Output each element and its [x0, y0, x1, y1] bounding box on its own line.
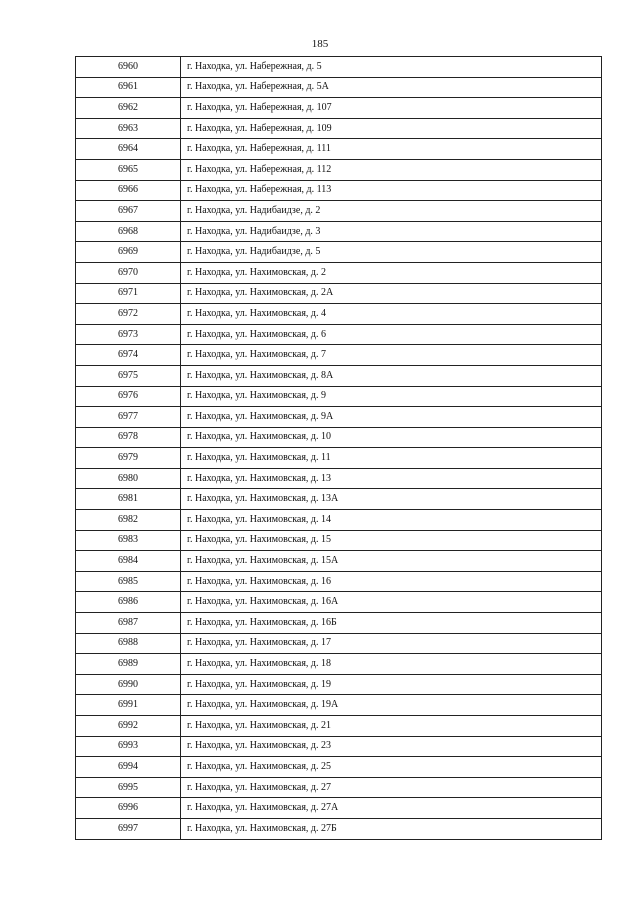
table-row [76, 633, 602, 654]
row-address-cell: г. Находка, ул. Нахимовская, д. 23 [181, 736, 602, 757]
table-row [76, 468, 602, 489]
row-number-cell: 6982 [76, 510, 181, 531]
row-address-cell: г. Находка, ул. Набережная, д. 5А [181, 77, 602, 98]
row-number-cell: 6970 [76, 262, 181, 283]
table-row [76, 798, 602, 819]
row-number-cell: 6972 [76, 304, 181, 325]
row-number-cell: 6978 [76, 427, 181, 448]
table-row [76, 592, 602, 613]
table-row [76, 777, 602, 798]
table-row [76, 304, 602, 325]
table-row [76, 530, 602, 551]
table-row [76, 283, 602, 304]
row-number-cell: 6977 [76, 407, 181, 428]
table-row [76, 159, 602, 180]
table-row [76, 427, 602, 448]
table-row [76, 654, 602, 675]
row-address-cell: г. Находка, ул. Нахимовская, д. 16 [181, 571, 602, 592]
row-address-cell: г. Находка, ул. Нахимовская, д. 11 [181, 448, 602, 469]
row-address-cell: г. Находка, ул. Нахимовская, д. 6 [181, 324, 602, 345]
table-row [76, 674, 602, 695]
row-address-cell: г. Находка, ул. Нахимовская, д. 21 [181, 716, 602, 737]
row-number-cell: 6965 [76, 159, 181, 180]
row-number-cell: 6994 [76, 757, 181, 778]
row-address-cell: г. Находка, ул. Нахимовская, д. 13А [181, 489, 602, 510]
table-row [76, 716, 602, 737]
table-row [76, 695, 602, 716]
row-number-cell: 6984 [76, 551, 181, 572]
row-number-cell: 6983 [76, 530, 181, 551]
table-row [76, 57, 602, 78]
row-address-cell: г. Находка, ул. Нахимовская, д. 27А [181, 798, 602, 819]
address-table-body [76, 57, 602, 840]
row-address-cell: г. Находка, ул. Нахимовская, д. 27Б [181, 818, 602, 839]
table-row [76, 98, 602, 119]
row-address-cell: г. Находка, ул. Нахимовская, д. 25 [181, 757, 602, 778]
row-address-cell: г. Находка, ул. Нахимовская, д. 14 [181, 510, 602, 531]
row-number-cell: 6996 [76, 798, 181, 819]
row-number-cell: 6981 [76, 489, 181, 510]
row-address-cell: г. Находка, ул. Нахимовская, д. 18 [181, 654, 602, 675]
page-number: 185 [311, 38, 329, 50]
row-number-cell: 6989 [76, 654, 181, 675]
table-row [76, 386, 602, 407]
row-number-cell: 6960 [76, 57, 181, 78]
row-address-cell: г. Находка, ул. Нахимовская, д. 10 [181, 427, 602, 448]
table-row [76, 221, 602, 242]
row-address-cell: г. Находка, ул. Нахимовская, д. 9 [181, 386, 602, 407]
row-number-cell: 6990 [76, 674, 181, 695]
row-address-cell: г. Находка, ул. Нахимовская, д. 15 [181, 530, 602, 551]
row-number-cell: 6962 [76, 98, 181, 119]
row-number-cell: 6979 [76, 448, 181, 469]
table-row [76, 139, 602, 160]
row-number-cell: 6969 [76, 242, 181, 263]
row-address-cell: г. Находка, ул. Набережная, д. 112 [181, 159, 602, 180]
row-number-cell: 6963 [76, 118, 181, 139]
row-address-cell: г. Находка, ул. Надибаидзе, д. 3 [181, 221, 602, 242]
row-address-cell: г. Находка, ул. Набережная, д. 109 [181, 118, 602, 139]
row-number-cell: 6997 [76, 818, 181, 839]
row-address-cell: г. Находка, ул. Надибаидзе, д. 5 [181, 242, 602, 263]
row-number-cell: 6961 [76, 77, 181, 98]
row-number-cell: 6971 [76, 283, 181, 304]
row-address-cell: г. Находка, ул. Нахимовская, д. 2 [181, 262, 602, 283]
row-number-cell: 6964 [76, 139, 181, 160]
row-number-cell: 6973 [76, 324, 181, 345]
row-number-cell: 6967 [76, 201, 181, 222]
row-number-cell: 6976 [76, 386, 181, 407]
table-row [76, 201, 602, 222]
row-number-cell: 6986 [76, 592, 181, 613]
table-row [76, 262, 602, 283]
row-number-cell: 6966 [76, 180, 181, 201]
row-number-cell: 6975 [76, 365, 181, 386]
table-row [76, 407, 602, 428]
row-address-cell: г. Находка, ул. Набережная, д. 107 [181, 98, 602, 119]
table-row [76, 571, 602, 592]
table-row [76, 613, 602, 634]
row-number-cell: 6974 [76, 345, 181, 366]
row-number-cell: 6992 [76, 716, 181, 737]
table-row [76, 551, 602, 572]
row-address-cell: г. Находка, ул. Нахимовская, д. 19А [181, 695, 602, 716]
row-address-cell: г. Находка, ул. Набережная, д. 5 [181, 57, 602, 78]
table-row [76, 510, 602, 531]
table-row [76, 242, 602, 263]
row-address-cell: г. Находка, ул. Нахимовская, д. 15А [181, 551, 602, 572]
row-address-cell: г. Находка, ул. Набережная, д. 111 [181, 139, 602, 160]
row-address-cell: г. Находка, ул. Нахимовская, д. 4 [181, 304, 602, 325]
row-address-cell: г. Находка, ул. Надибаидзе, д. 2 [181, 201, 602, 222]
table-row [76, 118, 602, 139]
row-address-cell: г. Находка, ул. Нахимовская, д. 17 [181, 633, 602, 654]
table-row [76, 365, 602, 386]
row-number-cell: 6993 [76, 736, 181, 757]
row-address-cell: г. Находка, ул. Нахимовская, д. 2А [181, 283, 602, 304]
table-row [76, 757, 602, 778]
row-number-cell: 6968 [76, 221, 181, 242]
table-row [76, 324, 602, 345]
address-table [75, 56, 602, 840]
table-row [76, 489, 602, 510]
row-number-cell: 6995 [76, 777, 181, 798]
row-number-cell: 6987 [76, 613, 181, 634]
row-number-cell: 6985 [76, 571, 181, 592]
table-row [76, 818, 602, 839]
row-address-cell: г. Находка, ул. Нахимовская, д. 7 [181, 345, 602, 366]
table-row [76, 345, 602, 366]
row-address-cell: г. Находка, ул. Нахимовская, д. 13 [181, 468, 602, 489]
table-row [76, 77, 602, 98]
row-address-cell: г. Находка, ул. Нахимовская, д. 16А [181, 592, 602, 613]
row-address-cell: г. Находка, ул. Нахимовская, д. 16Б [181, 613, 602, 634]
row-number-cell: 6988 [76, 633, 181, 654]
table-row [76, 180, 602, 201]
row-address-cell: г. Находка, ул. Нахимовская, д. 27 [181, 777, 602, 798]
table-row [76, 448, 602, 469]
row-address-cell: г. Находка, ул. Нахимовская, д. 9А [181, 407, 602, 428]
row-address-cell: г. Находка, ул. Нахимовская, д. 19 [181, 674, 602, 695]
row-address-cell: г. Находка, ул. Нахимовская, д. 8А [181, 365, 602, 386]
table-row [76, 736, 602, 757]
row-number-cell: 6980 [76, 468, 181, 489]
row-number-cell: 6991 [76, 695, 181, 716]
row-address-cell: г. Находка, ул. Набережная, д. 113 [181, 180, 602, 201]
